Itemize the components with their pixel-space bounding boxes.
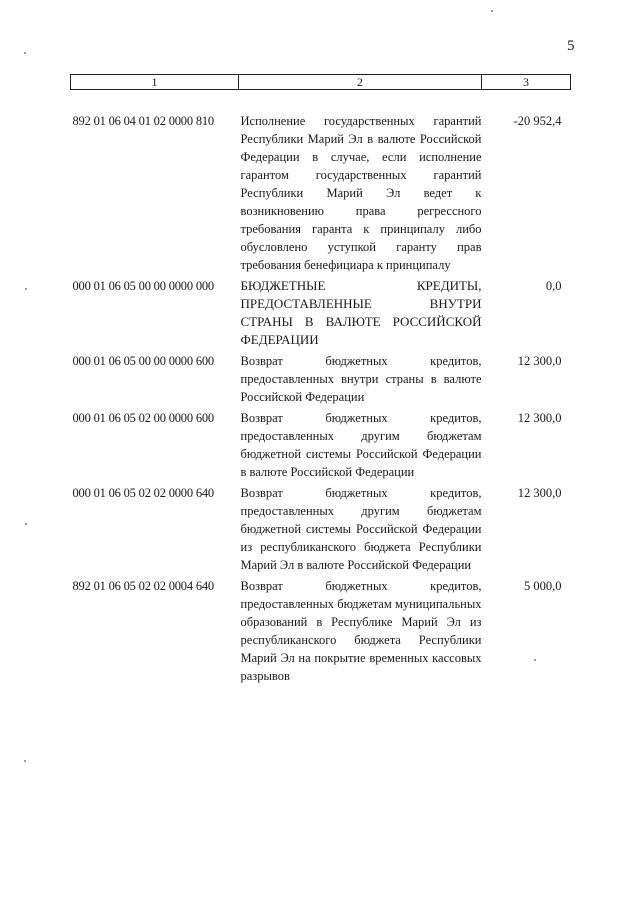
row-description: Возврат бюджетных кредитов, предоставленных внутри страны в валюте Российской Федерации [240,354,482,404]
row-amount: 12 300,0 [517,486,562,500]
row-description: БЮДЖЕТНЫЕ КРЕДИТЫ, ПРЕДОСТАВЛЕННЫЕ ВНУТРИ СТРАНЫ В ВАЛЮТЕ РОССИЙСКОЙ ФЕДЕРАЦИИ [240,278,482,347]
budget-sources-table [70,74,571,688]
budget-code: 000 01 06 05 02 00 0000 600 [72,411,214,425]
row-description: Возврат бюджетных кредитов, предоставленных другим бюджетам бюджетной системы Российской Федерации в валюте Российской Федерации [240,411,482,479]
budget-code: 892 01 06 04 01 02 0000 810 [72,114,214,128]
page-number: 5 [567,38,575,54]
row-description: Возврат бюджетных кредитов, предоставленных другим бюджетам бюджетной системы Российской Федерации из республиканского бюджета Республики Марий Эл в валюте Российской Федерации [240,486,482,572]
row-amount: 12 300,0 [517,354,562,368]
row-amount: 12 300,0 [517,411,562,425]
column-header: 3 [482,75,571,90]
scan-speck [25,523,27,525]
scan-speck [25,288,27,290]
budget-code: 000 01 06 05 02 02 0000 640 [72,486,214,500]
table-row [71,577,571,688]
column-header: 2 [239,75,482,90]
row-amount: -20 952,4 [513,114,562,128]
row-amount: 5 000,0 [524,579,562,593]
scan-speck [24,52,26,54]
budget-code: 892 01 06 05 02 02 0004 640 [72,579,214,593]
table-row [71,484,571,577]
column-header: 1 [71,75,239,90]
table-header-row [71,75,571,90]
budget-code: 000 01 06 05 00 00 0000 000 [72,279,214,293]
table-row [71,409,571,484]
budget-code: 000 01 06 05 00 00 0000 600 [72,354,214,368]
table-row [71,352,571,409]
table-row [71,112,571,277]
row-amount: 0,0 [545,279,562,293]
scan-speck [24,760,26,762]
scan-speck [491,10,493,12]
table-row [71,277,571,352]
row-description: Возврат бюджетных кредитов, предоставленных бюджетам муниципальных образований в Республике Марий Эл из республиканского бюджета Республики Марий Эл на покрытие временных кассовых разрывов [240,579,482,683]
row-description: Исполнение государственных гарантий Республики Марий Эл в валюте Российской Федерации в случае, если исполнение гарантом государственных гарантий Республики Марий Эл ведет к возникновению права регрессного требования гаранта к принципалу либо обусловлено уступкой гаранту прав требования бенефициара к принципалу [240,114,482,272]
